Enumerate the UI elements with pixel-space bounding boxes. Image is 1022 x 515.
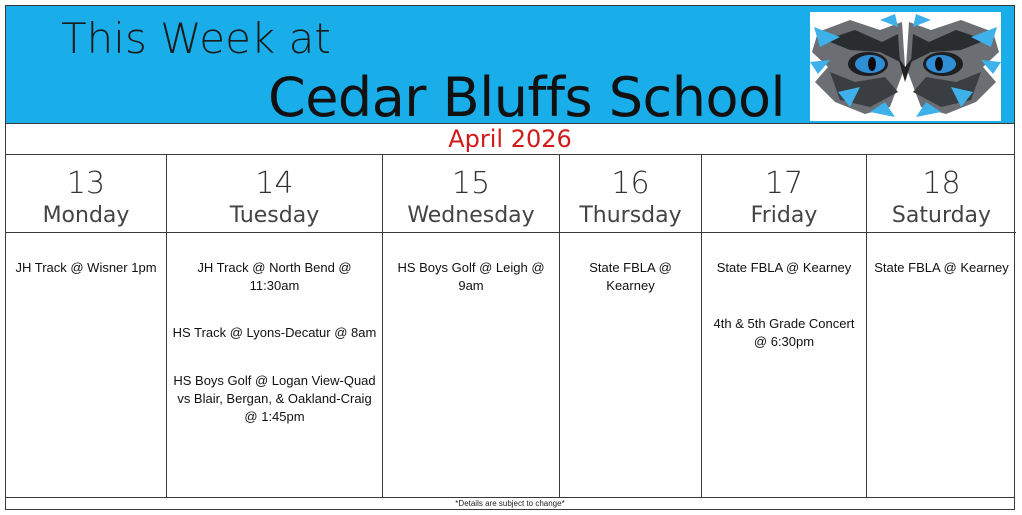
day-header — [383, 155, 559, 233]
wildcat-eyes-logo-icon — [810, 12, 1001, 121]
event-item: HS Boys Golf @ Leigh @ 9am — [397, 260, 545, 293]
day-header — [6, 155, 166, 233]
day-number: 18 — [922, 166, 961, 201]
event-item: HS Boys Golf @ Logan View-Quad vs Blair, Bergan, & Oakland-Craig @ 1:45pm — [173, 373, 376, 424]
week-grid — [5, 155, 1015, 498]
event-item: JH Track @ North Bend @ 11:30am — [197, 260, 352, 293]
disclaimer-note: *Details are subject to change* — [5, 498, 1015, 510]
day-header — [867, 155, 1016, 233]
day-number: 13 — [66, 166, 106, 201]
event-item: State FBLA @ Kearney — [874, 260, 1009, 275]
weekly-calendar — [5, 5, 1015, 510]
day-number: 17 — [764, 166, 804, 201]
event-item: JH Track @ Wisner 1pm — [15, 260, 157, 275]
day-number: 16 — [611, 166, 650, 201]
day-header — [560, 155, 701, 233]
month-label: April 2026 — [5, 124, 1015, 155]
event-item: State FBLA @ Kearney — [589, 260, 672, 293]
day-number: 14 — [255, 166, 294, 201]
day-name: Wednesday — [407, 203, 535, 228]
day-column-saturday — [867, 155, 1016, 497]
page-title: Cedar Bluffs School — [268, 66, 786, 129]
event-item: HS Track @ Lyons-Decatur @ 8am — [172, 325, 377, 340]
day-name: Friday — [750, 203, 818, 228]
day-header — [702, 155, 866, 233]
day-column-wednesday — [383, 155, 560, 497]
day-column-tuesday — [167, 155, 383, 497]
event-item: State FBLA @ Kearney — [716, 260, 852, 275]
day-header — [167, 155, 382, 233]
day-name: Tuesday — [229, 203, 320, 228]
page-subtitle: This Week at — [61, 14, 331, 63]
day-name: Thursday — [579, 203, 682, 228]
day-column-monday — [6, 155, 167, 497]
event-item: 4th & 5th Grade Concert @ 6:30pm — [713, 316, 855, 349]
day-number: 15 — [451, 166, 491, 201]
header-banner — [5, 5, 1015, 129]
day-name: Monday — [42, 203, 130, 228]
day-column-friday — [702, 155, 867, 497]
day-name: Saturday — [891, 203, 992, 228]
day-column-thursday — [560, 155, 702, 497]
